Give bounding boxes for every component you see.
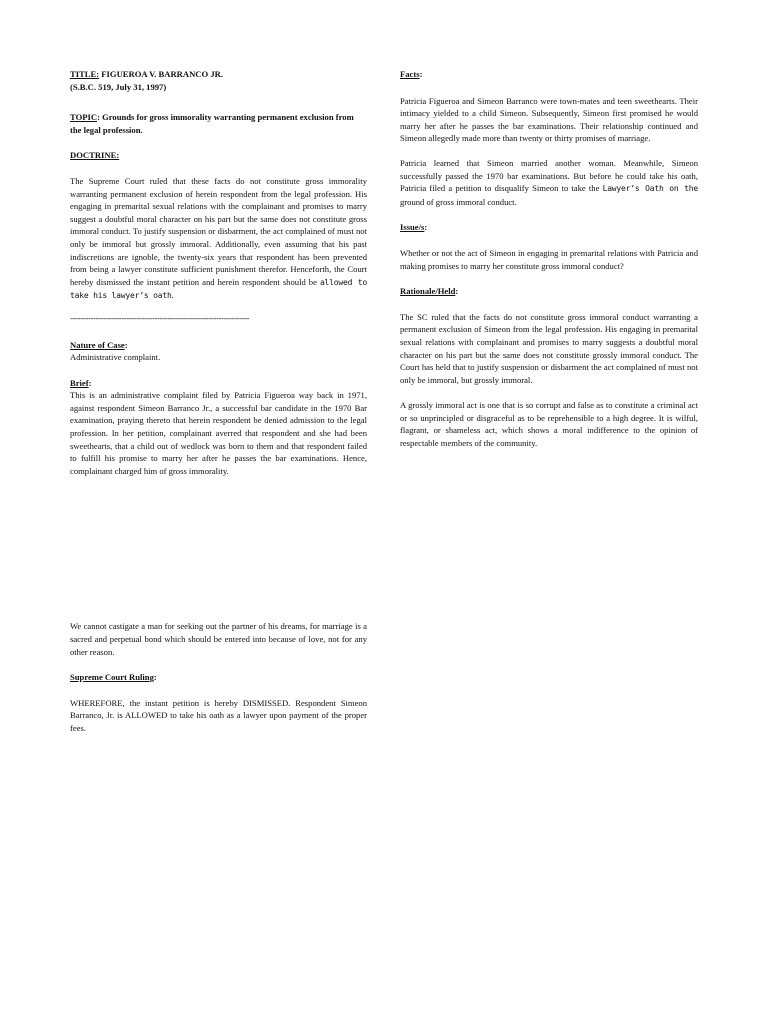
title-label: TITLE: [70,69,100,79]
brief-colon: : [88,377,92,388]
facts-paragraph-2 [400,157,698,208]
topic-label: TOPIC [70,112,98,123]
facts-heading [400,68,698,81]
rationale-colon: : [455,286,459,297]
brief-label: Brief [70,377,89,388]
nature-colon: : [124,339,128,350]
facts-p2-text: Patricia learned that Simeon married another woman. Meanwhile, Simeon successfully passed the 1970 bar examinations. But before he could take his oath, Patricia filed a petition to disqualify Simeon to take the [400,157,698,194]
doctrine-heading: DOCTRINE: [70,150,120,161]
separator-line: ---------------------------------------------------------------------- [70,312,250,323]
ruling-label: Supreme Court Ruling [70,672,154,683]
rationale-heading [400,285,698,298]
nature-heading [70,339,367,352]
case-title [70,68,367,81]
rationale-paragraph-2: A grossly immoral act is one that is so corrupt and false as to constitute a criminal act or so unprincipled or disgraceful as to be reprehensible to a high degree. It is wilful, flagrant, or shameless act, which shows a moral indifference to the opinion of respectable members of the community. [400,400,698,449]
brief-text: This is an administrative complaint filed by Patricia Figueroa way back in 1971, against respondent Simeon Barranco Jr., a successful bar candidate in the 1970 Bar examination, praying thereto that herein respondent be denied admission to the legal profession. In her petition, complainant averred that respondent and she had been sweethearts, that a child out of wedlock was born to them and that respondent failed to fulfill his promise to marry her after he passes the bar examinations. Hence, complainant charged him of gross immorality. [70,390,367,476]
facts-label: Facts [400,69,420,79]
rationale-label: Rationale/Held [400,286,456,297]
title-text: FIGUEROA V. BARRANCO JR. [99,69,223,79]
case-citation: (S.B.C. 519, July 31, 1997) [70,81,167,92]
brief-heading [70,377,367,390]
facts-handwritten-text: Lawyer’s Oath on the [602,184,698,194]
issues-heading [400,221,698,234]
doctrine-text: The Supreme Court ruled that these facts do not constitute gross immorality warranting permanent exclusion of herein respondent from the legal profession. His engaging in premarital sexual relations with the complainant and promises to marry suggest a doubtful moral character on his part but the same does not constitute gross immoral conduct. To justify suspension or disbarment, the act complained of must not only be immoral but grossly immoral. Additionally, even assuming that his past indiscretions are ignoble, the twenty-six years that respondent has been prevented from being a lawyer constitute sufficient punishment therefor. Henceforth, the Court hereby dismissed the instant petition and herein respondent should be [70,175,367,287]
nature-label: Nature of Case [70,339,125,350]
facts-p2-end: ground of gross immoral conduct. [400,196,517,207]
right-column [400,68,698,450]
facts-paragraph-1: Patricia Figueroa and Simeon Barranco were town-mates and teen sweethearts. Their intimacy yielded to a child Simeon. Subsequently, Simeon first promised he would marry her after he passes the bar examinations. Their relationship continued and Simeon allegedly made more than twenty or thirty promises of marriage. [400,95,698,144]
topic-text: : Grounds for gross immorality warranting permanent exclusion from the legal profession. [70,112,354,135]
issues-colon: : [424,222,428,233]
ruling-colon: : [153,672,157,683]
doctrine-handwritten-text: allowed to take his lawyer’s oath [70,277,367,301]
doctrine-paragraph [70,175,367,303]
issues-label: Issue/s [400,222,425,233]
issues-text: Whether or not the act of Simeon in engaging in premarital relations with Patricia and making promises to marry her constitute gross immoral conduct? [400,247,698,271]
doctrine-end: . [171,290,174,301]
castigate-paragraph: We cannot castigate a man for seeking out the partner of his dreams, for marriage is a sacred and perpetual bond which should be entered into because of love, not for any other reason. [70,621,367,657]
ruling-text: WHEREFORE, the instant petition is hereby DISMISSED. Respondent Simeon Barranco, Jr. is ALLOWED to take his oath as a lawyer upon payment of the proper fees. [70,697,367,733]
ruling-heading [70,671,367,684]
facts-colon: : [419,69,423,79]
nature-text: Administrative complaint. [70,352,161,363]
rationale-paragraph-1: The SC ruled that the facts do not constitute gross immoral conduct warranting a permanent exclusion of Simeon from the legal profession. His engaging in premarital sexual relations with complainant and promises to marry suggests a doubtful moral character on his part but the same does not constitute grossly immoral conduct. The Court has held that to justify suspension or disbarment the act complained of must not only be immoral, but grossly immoral. [400,311,698,385]
topic [70,111,367,136]
left-column [70,68,367,735]
